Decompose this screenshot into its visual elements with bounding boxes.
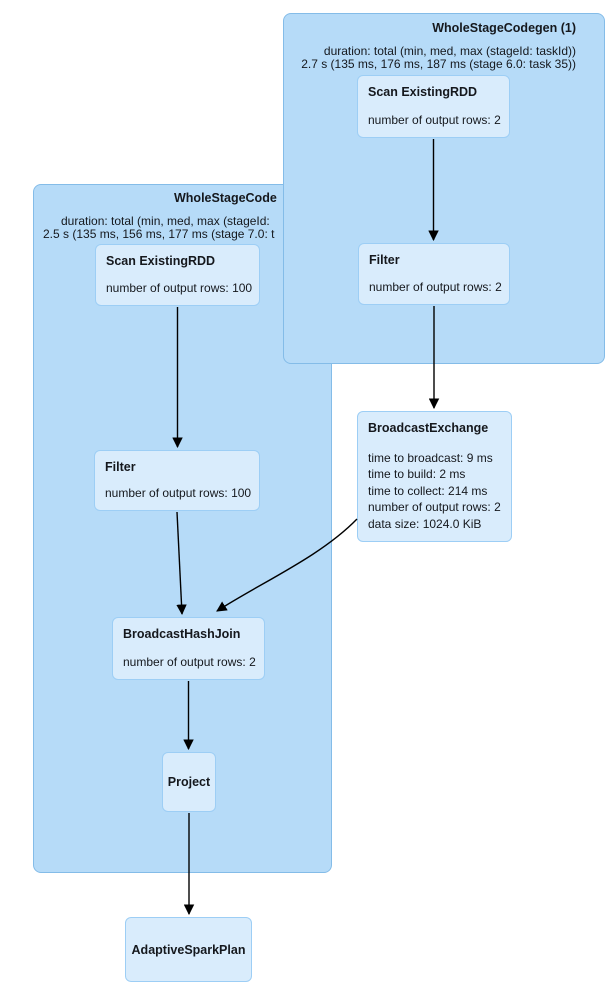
node-title: Project: [167, 775, 211, 789]
plan-node-scan-existingrdd-1: [357, 75, 510, 138]
plan-node-filter-2: [94, 450, 260, 511]
node-metric: time to collect: 214 ms: [368, 483, 488, 498]
node-metric: time to build: 2 ms: [368, 467, 466, 481]
node-title: Scan ExistingRDD: [106, 254, 216, 268]
wholestagecodegen-1-cluster: [283, 13, 605, 364]
node-title: Scan ExistingRDD: [368, 85, 478, 99]
cluster-duration-label: duration: total (min, med, max (stageId:: [61, 214, 270, 228]
cluster-duration-value: 2.7 s (135 ms, 176 ms, 187 ms (stage 6.0: task 35)): [301, 57, 576, 71]
node-metric: number of output rows: 100: [105, 485, 252, 500]
plan-node-project: [162, 752, 216, 812]
node-title: Filter: [369, 253, 400, 267]
node-metric: number of output rows: 2: [368, 500, 501, 514]
cluster-duration-value: 2.5 s (135 ms, 156 ms, 177 ms (stage 7.0: t: [43, 227, 275, 241]
node-title: BroadcastExchange: [368, 421, 489, 435]
node-metric: number of output rows: 2: [123, 654, 256, 669]
plan-node-filter-1: [358, 243, 510, 305]
node-title: AdaptiveSparkPlan: [131, 942, 246, 957]
cluster-duration-label: duration: total (min, med, max (stageId: taskId)): [323, 44, 576, 58]
cluster-title: WholeStageCode: [174, 191, 277, 205]
plan-node-broadcast-hash-join: [112, 617, 265, 680]
cluster-title: WholeStageCodegen (1): [432, 21, 576, 35]
node-title: BroadcastHashJoin: [123, 627, 241, 641]
node-title: Filter: [105, 460, 136, 474]
plan-node-adaptive-spark-plan: [125, 917, 252, 982]
node-metric: time to broadcast: 9 ms: [368, 450, 493, 465]
node-metric: number of output rows: 100: [106, 280, 253, 295]
node-metric: number of output rows: 2: [368, 112, 501, 127]
plan-node-broadcast-exchange: [357, 411, 512, 542]
node-metric: number of output rows: 2: [369, 279, 502, 294]
node-metrics: [368, 450, 501, 533]
plan-node-scan-existingrdd-2: [95, 244, 260, 306]
node-metric: data size: 1024.0 KiB: [368, 516, 482, 531]
